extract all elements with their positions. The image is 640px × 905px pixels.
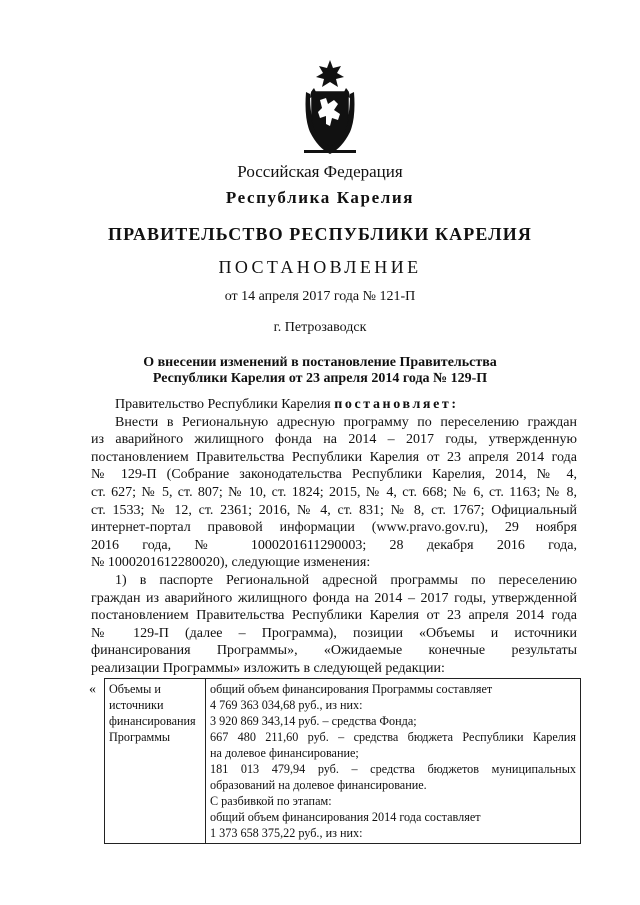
content-line: общий объем финансирования 2014 года составляет (210, 810, 481, 824)
content-line: 3 920 869 343,14 руб. – средства Фонда; (210, 714, 417, 728)
label-line: финансирования (109, 714, 196, 728)
content-line: на долевое финансирование; (210, 746, 359, 760)
content-line: 4 769 363 034,68 руб., из них: (210, 698, 363, 712)
text-line: постановлением Правительства Республики Карелия от 23 апреля 2014 года (91, 449, 577, 465)
text-line: граждан из аварийного жилищного фонда на 2014 – 2017 годы, утвержденной (91, 590, 577, 606)
text-line: Внести в Региональную адресную программу по переселению граждан (115, 414, 577, 430)
text-line: постановлением Правительства Республики Карелия от 23 апреля 2014 года (91, 608, 577, 624)
content-line: 667 480 211,60 руб. – средства бюджета Республики Карелия (210, 730, 576, 744)
opening-quote-mark: « (89, 682, 96, 697)
text-line: из аварийного жилищного фонда на 2014 – 2017 годы, утвержденную (91, 432, 577, 448)
text-line: № 129-П (Собрание законодательства Республики Карелия, 2014, № 4, (91, 467, 577, 483)
label-line: Программы (109, 730, 171, 744)
intro-prefix: Правительство Республики Карелия (115, 397, 335, 412)
country-name: Российская Федерация (237, 162, 403, 181)
financing-table (104, 678, 581, 844)
content-line: общий объем финансирования Программы составляет (210, 682, 493, 696)
city: г. Петрозаводск (273, 320, 367, 335)
content-line: 1 373 658 375,22 руб., из них: (210, 826, 363, 840)
subject-line: Республики Карелия от 23 апреля 2014 года № 129-П (152, 371, 488, 386)
table-content-cell (206, 679, 581, 844)
republic-name: Республика Карелия (225, 188, 415, 207)
text-line: № 1000201612280020), следующие изменения: (91, 555, 371, 571)
text-line: № 129-П (далее – Программа), позиции «Объемы и источники (91, 625, 577, 641)
paragraph-2 (91, 572, 577, 678)
table-label-cell (105, 679, 206, 844)
content-line: образований на долевое финансирование. (210, 778, 427, 792)
text-line: ст. 1533; № 12, ст. 2361; 2016, № 4, ст. 831; № 8, ст. 1767; Официальный (91, 502, 577, 518)
date-and-number: от 14 апреля 2017 года № 121-П (224, 289, 416, 304)
intro-line (91, 396, 577, 414)
text-line: ст. 627; № 5, ст. 807; № 10, ст. 1824; 2015, № 4, ст. 668; № 6, ст. 1163; № 8, (91, 484, 577, 500)
text-line: реализации Программы» изложить в следующей редакции: (91, 660, 445, 676)
label-line: источники (109, 698, 164, 712)
text-line: интернет-портал правовой информации (www.pravo.gov.ru), 29 ноября (91, 520, 577, 536)
document-subject (0, 355, 640, 387)
text-line: 2016 года, № 1000201611290003; 28 декабря 2016 года, (91, 537, 577, 553)
intro-verb: постановляет: (334, 397, 459, 412)
coat-of-arms-emblem (300, 58, 360, 158)
text-line: финансирования Программы», «Ожидаемые конечные результаты (91, 643, 577, 659)
label-line: Объемы и (109, 682, 161, 696)
paragraph-1 (91, 414, 577, 572)
table-row (105, 679, 581, 844)
document-type: ПОСТАНОВЛЕНИЕ (218, 257, 422, 277)
content-line: С разбивкой по этапам: (210, 794, 332, 808)
government-title: ПРАВИТЕЛЬСТВО РЕСПУБЛИКИ КАРЕЛИЯ (108, 224, 532, 244)
document-body (91, 396, 577, 678)
content-line: 181 013 479,94 руб. – средства бюджетов муниципальных (210, 762, 576, 776)
subject-line: О внесении изменений в постановление Правительства (143, 355, 497, 370)
text-line: 1) в паспорте Региональной адресной программы по переселению (115, 572, 577, 588)
